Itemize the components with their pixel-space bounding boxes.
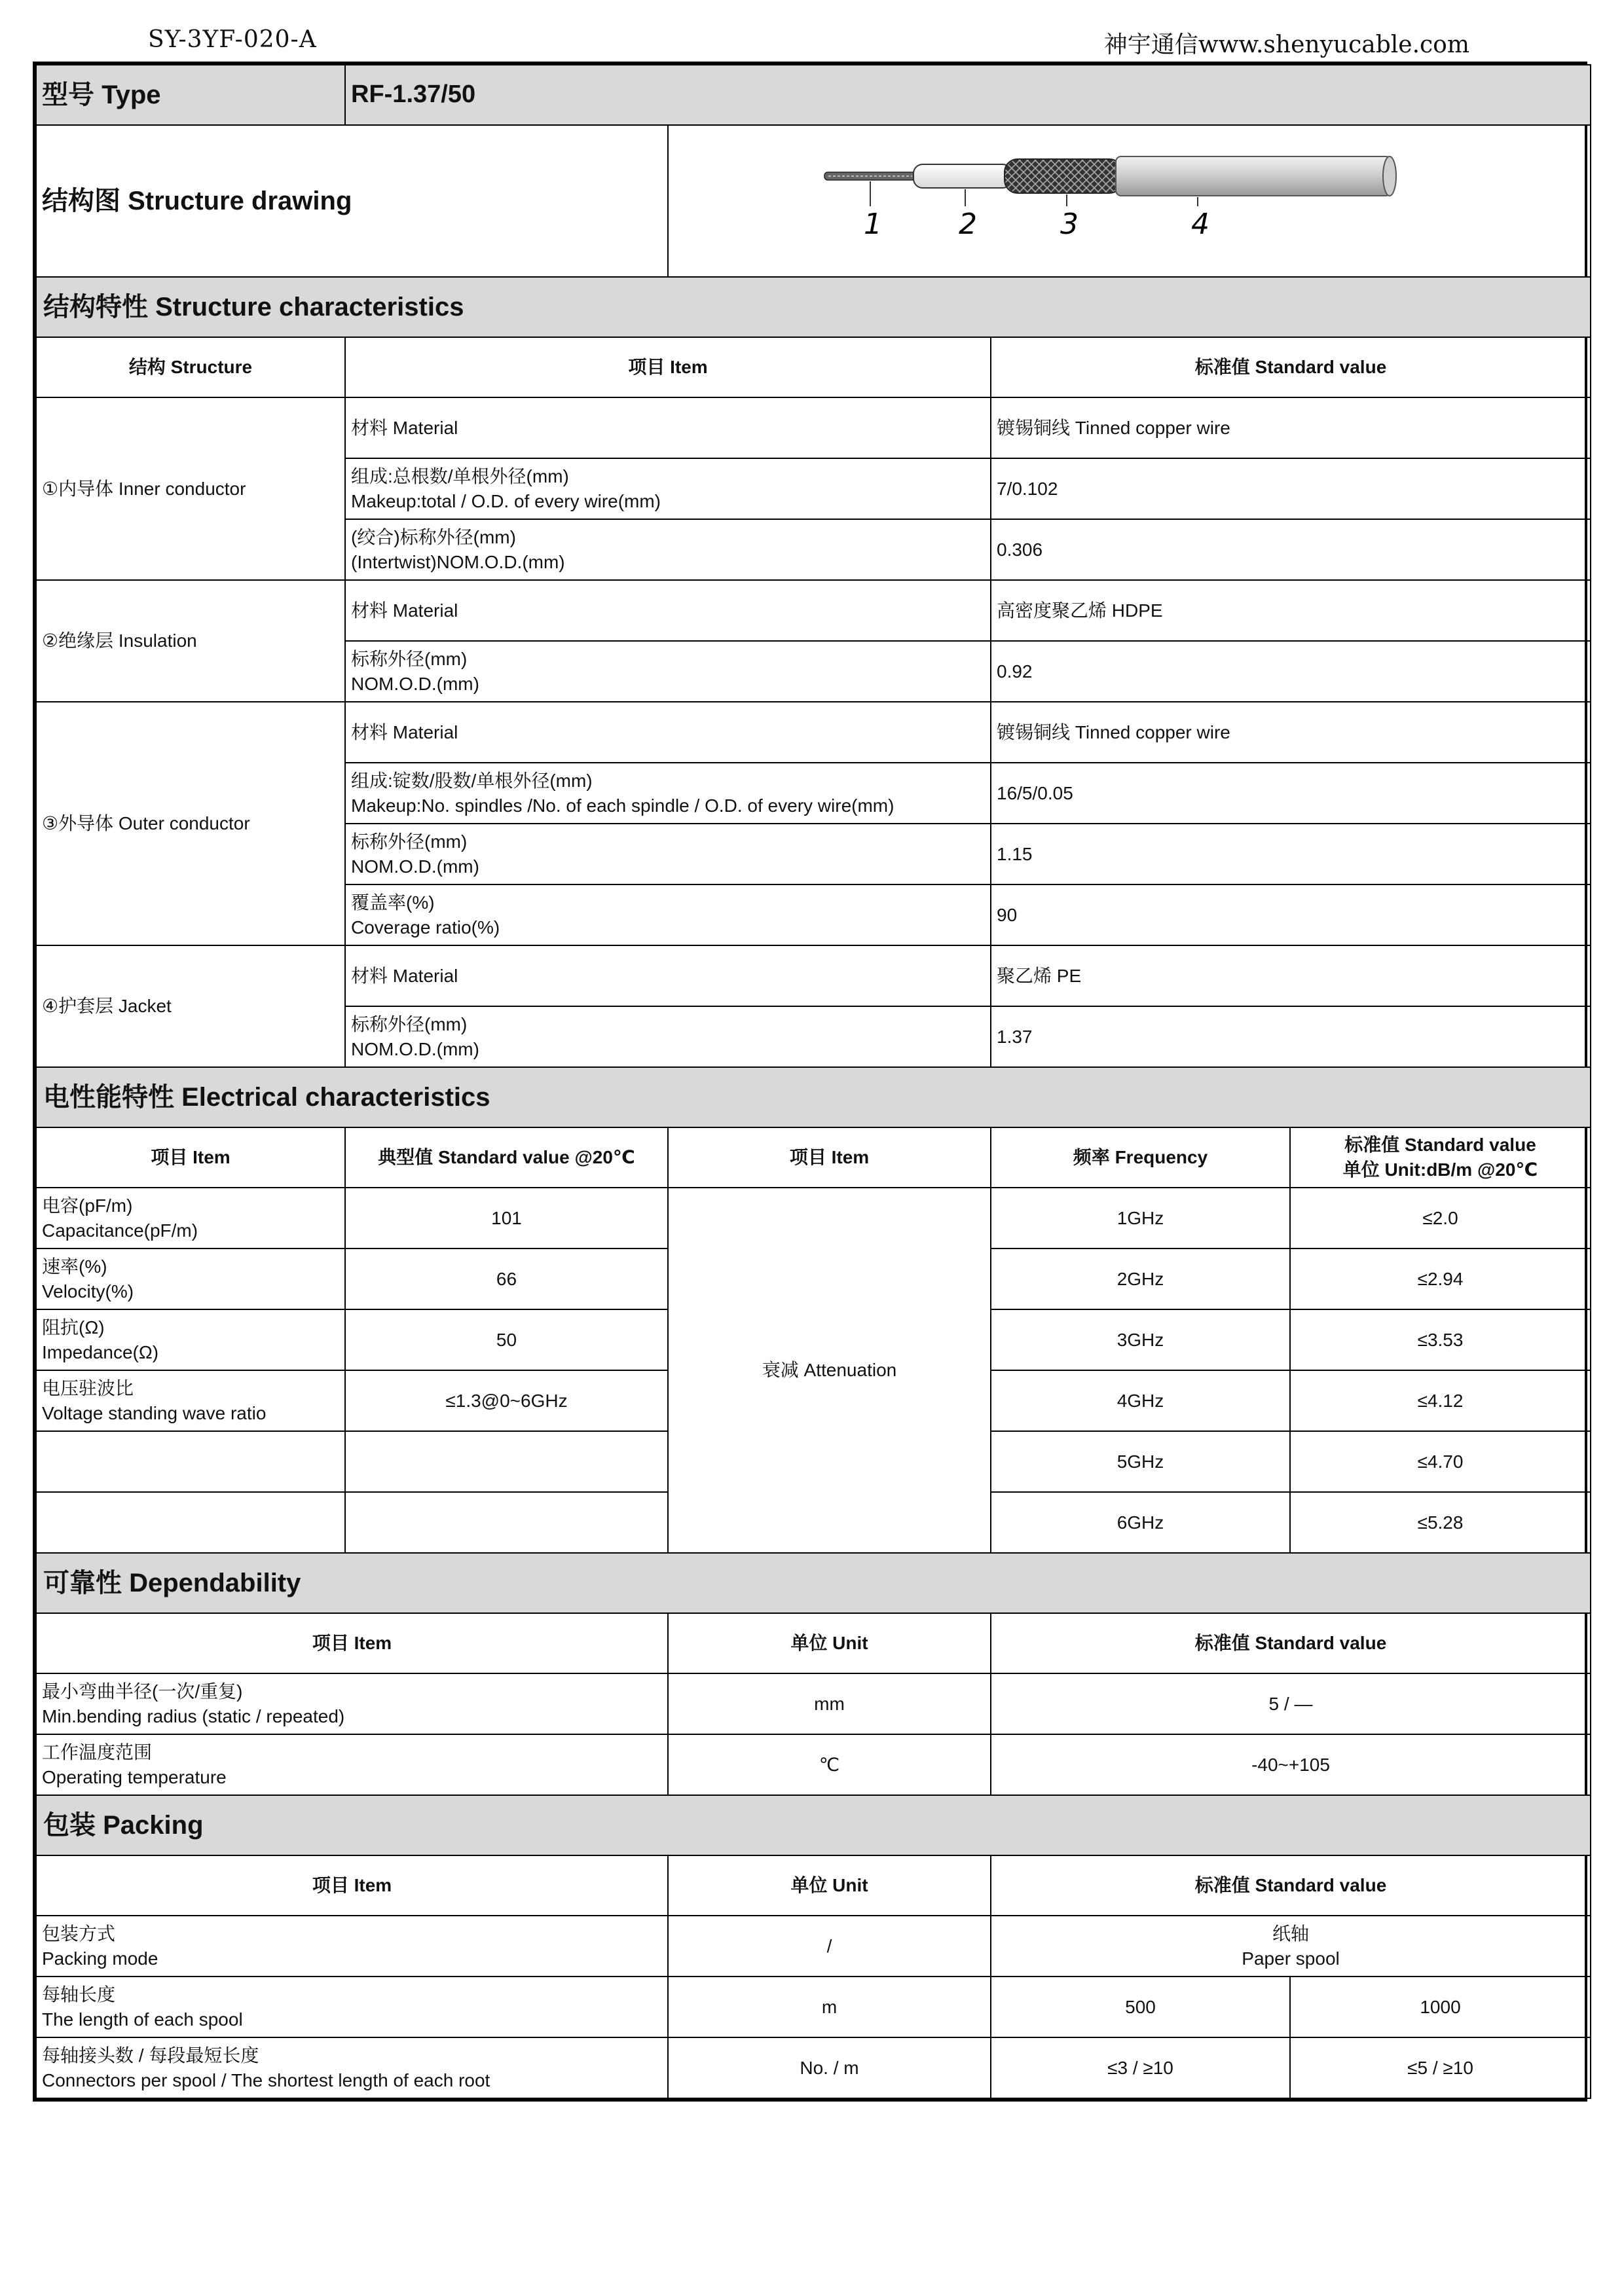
item-label-en: Packing mode	[42, 1948, 158, 1969]
group-insulation: ②绝缘层 Insulation	[36, 580, 345, 702]
param-cell	[36, 1248, 345, 1309]
company-website: 神宇通信www.shenyucable.com	[1103, 31, 1469, 58]
table-row	[36, 1673, 1591, 1734]
value-cell: 90	[991, 884, 1591, 945]
value-cell: ≤3 / ≥10	[991, 2037, 1290, 2098]
item-label-cn: 标称外径(mm)	[351, 1013, 468, 1034]
param-cell	[36, 1309, 345, 1370]
value-cell: 7/0.102	[991, 458, 1591, 519]
type-row	[36, 65, 1591, 125]
unit-cell: ℃	[668, 1734, 991, 1795]
param-en: Voltage standing wave ratio	[42, 1402, 267, 1423]
param-en: Impedance(Ω)	[42, 1341, 159, 1362]
param-cn: 电压驻波比	[42, 1377, 134, 1398]
param-cell	[36, 1431, 345, 1492]
param-cn: 速率(%)	[42, 1256, 107, 1277]
section-title: 可靠性 Dependability	[36, 1553, 1591, 1613]
group-jacket: ④护套层 Jacket	[36, 945, 345, 1067]
cable-drawing-cell	[668, 125, 1591, 277]
datasheet-table	[35, 64, 1591, 2099]
item-cell	[36, 1916, 668, 1977]
callout-2: 2	[959, 208, 977, 242]
param-cell	[36, 1492, 345, 1553]
table-row	[36, 1188, 1591, 1248]
col-unit: 单位 Unit	[668, 1855, 991, 1916]
item-label-cn: 组成:锭数/股数/单根外径(mm)	[351, 770, 593, 791]
electrical-header-row	[36, 1127, 1591, 1188]
table-row	[36, 580, 1591, 641]
param-cn: 阻抗(Ω)	[42, 1317, 105, 1338]
typical-value	[345, 1431, 668, 1492]
item-label-cn: 标称外径(mm)	[351, 648, 468, 669]
dependability-header-row	[36, 1613, 1591, 1673]
item-cell	[345, 702, 991, 763]
item-label-cn: 包装方式	[42, 1923, 116, 1944]
unit-cell: m	[668, 1977, 991, 2037]
value-cell: 5 / —	[991, 1673, 1591, 1734]
param-cell	[36, 1370, 345, 1431]
item-cell	[345, 580, 991, 641]
cable-drawing	[674, 129, 1591, 266]
attenuation-value: ≤4.70	[1290, 1431, 1591, 1492]
col-item: 项目 Item	[668, 1127, 991, 1188]
drawing-label: 结构图 Structure drawing	[36, 125, 668, 277]
frequency-cell: 5GHz	[991, 1431, 1290, 1492]
electrical-section-title	[36, 1067, 1591, 1127]
item-cell	[345, 641, 991, 702]
value-en: Paper spool	[1242, 1948, 1340, 1969]
col-item: 项目 Item	[36, 1855, 668, 1916]
item-label-cn: 覆盖率(%)	[351, 892, 435, 913]
value-cell: 500	[991, 1977, 1290, 2037]
item-cell	[345, 397, 991, 458]
table-row	[36, 702, 1591, 763]
callout-3: 3	[1060, 208, 1079, 242]
drawing-row	[36, 125, 1591, 277]
section-title: 包装 Packing	[36, 1795, 1591, 1855]
item-label-en: NOM.O.D.(mm)	[351, 856, 479, 877]
value-cell: 1.15	[991, 824, 1591, 884]
col-structure: 结构 Structure	[36, 337, 345, 397]
value-cell: 16/5/0.05	[991, 763, 1591, 824]
item-cell	[345, 824, 991, 884]
item-label: 材料 Material	[351, 600, 458, 621]
attenuation-value: ≤2.94	[1290, 1248, 1591, 1309]
attenuation-value: ≤3.53	[1290, 1309, 1591, 1370]
table-row	[36, 397, 1591, 458]
table-row	[36, 1916, 1591, 1977]
item-cell	[345, 884, 991, 945]
typical-value: 66	[345, 1248, 668, 1309]
col-standard-value: 标准值 Standard value	[991, 1855, 1591, 1916]
frequency-cell: 2GHz	[991, 1248, 1290, 1309]
table-row	[36, 2037, 1591, 2098]
frequency-cell: 4GHz	[991, 1370, 1290, 1431]
col-unit: 单位 Unit	[668, 1613, 991, 1673]
col-frequency: 频率 Frequency	[991, 1127, 1290, 1188]
item-label-cn: (绞合)标称外径(mm)	[351, 526, 516, 547]
attenuation-value: ≤4.12	[1290, 1370, 1591, 1431]
unit-cell: mm	[668, 1673, 991, 1734]
item-label-cn: 每轴长度	[42, 1984, 116, 2005]
item-label-en: Makeup:No. spindles /No. of each spindle / O.D. of every wire(mm)	[351, 795, 895, 816]
value-cell: 镀锡铜线 Tinned copper wire	[991, 397, 1591, 458]
callout-4: 4	[1191, 208, 1209, 242]
value-cell: 镀锡铜线 Tinned copper wire	[991, 702, 1591, 763]
header-line-2: 单位 Unit:dB/m @20℃	[1342, 1159, 1538, 1180]
group-outer-conductor: ③外导体 Outer conductor	[36, 702, 345, 945]
attenuation-label: 衰减 Attenuation	[668, 1188, 991, 1553]
attenuation-value: ≤2.0	[1290, 1188, 1591, 1248]
structure-header-row	[36, 337, 1591, 397]
typical-value	[345, 1492, 668, 1553]
attenuation-value: ≤5.28	[1290, 1492, 1591, 1553]
typical-value: ≤1.3@0~6GHz	[345, 1370, 668, 1431]
datasheet	[33, 62, 1587, 2102]
type-label: 型号 Type	[36, 65, 345, 125]
unit-cell: /	[668, 1916, 991, 1977]
type-value: RF-1.37/50	[345, 65, 1591, 125]
col-item: 项目 Item	[36, 1127, 345, 1188]
item-cell	[345, 763, 991, 824]
param-cell	[36, 1188, 345, 1248]
value-cell: 0.92	[991, 641, 1591, 702]
frequency-cell: 1GHz	[991, 1188, 1290, 1248]
item-cell	[345, 458, 991, 519]
param-en: Velocity(%)	[42, 1281, 134, 1302]
item-cell	[36, 1977, 668, 2037]
col-typical-value: 典型值 Standard value @20℃	[345, 1127, 668, 1188]
structure-section-title	[36, 277, 1591, 337]
jacket-shape	[1116, 156, 1396, 196]
col-standard-value: 标准值 Standard value	[991, 337, 1591, 397]
section-title: 电性能特性 Electrical characteristics	[36, 1067, 1591, 1127]
document-code: SY-3YF-020-A	[148, 26, 317, 53]
value-cell: -40~+105	[991, 1734, 1591, 1795]
value-cell: 高密度聚乙烯 HDPE	[991, 580, 1591, 641]
item-cell	[345, 519, 991, 580]
item-label-en: NOM.O.D.(mm)	[351, 1038, 479, 1059]
item-label-en: The length of each spool	[42, 2009, 243, 2030]
item-cell	[36, 1673, 668, 1734]
header-line-1: 标准值 Standard value	[1344, 1135, 1536, 1156]
item-label-en: (Intertwist)NOM.O.D.(mm)	[351, 551, 565, 572]
value-cell: 0.306	[991, 519, 1591, 580]
item-label: 材料 Material	[351, 721, 458, 742]
item-label-en: Operating temperature	[42, 1766, 227, 1787]
col-standard-value	[1290, 1127, 1591, 1188]
item-label-en: NOM.O.D.(mm)	[351, 673, 479, 694]
table-row	[36, 1977, 1591, 2037]
item-cell	[36, 1734, 668, 1795]
item-cell	[345, 945, 991, 1006]
inner-conductor-shape	[824, 172, 916, 180]
param-en: Capacitance(pF/m)	[42, 1220, 198, 1241]
item-label-cn: 每轴接头数 / 每段最短长度	[42, 2045, 259, 2066]
item-label-cn: 最小弯曲半径(一次/重复)	[42, 1681, 243, 1702]
packing-header-row	[36, 1855, 1591, 1916]
dependability-section-title	[36, 1553, 1591, 1613]
param-cn: 电容(pF/m)	[42, 1195, 133, 1216]
item-label-cn: 组成:总根数/单根外径(mm)	[351, 465, 569, 486]
item-label-en: Coverage ratio(%)	[351, 917, 500, 938]
item-label: 材料 Material	[351, 417, 458, 438]
value-cell: 1000	[1290, 1977, 1591, 2037]
item-cell	[345, 1006, 991, 1067]
item-label: 材料 Material	[351, 965, 458, 986]
callout-1: 1	[864, 208, 882, 242]
value-cell: 聚乙烯 PE	[991, 945, 1591, 1006]
value-cell: ≤5 / ≥10	[1290, 2037, 1591, 2098]
item-label-cn: 标称外径(mm)	[351, 831, 468, 852]
frequency-cell: 3GHz	[991, 1309, 1290, 1370]
table-row	[36, 1734, 1591, 1795]
col-item: 项目 Item	[345, 337, 991, 397]
col-standard-value: 标准值 Standard value	[991, 1613, 1591, 1673]
group-inner-conductor: ①内导体 Inner conductor	[36, 397, 345, 580]
packing-section-title	[36, 1795, 1591, 1855]
typical-value: 50	[345, 1309, 668, 1370]
item-label-en: Min.bending radius (static / repeated)	[42, 1705, 345, 1726]
unit-cell: No. / m	[668, 2037, 991, 2098]
section-title: 结构特性 Structure characteristics	[36, 277, 1591, 337]
item-label-cn: 工作温度范围	[42, 1741, 153, 1762]
col-item: 项目 Item	[36, 1613, 668, 1673]
value-cn: 纸轴	[1272, 1923, 1310, 1944]
item-label-en: Connectors per spool / The shortest length of each root	[42, 2069, 490, 2090]
value-cell: 1.37	[991, 1006, 1591, 1067]
table-row	[36, 945, 1591, 1006]
outer-conductor-shape	[1005, 159, 1122, 193]
frequency-cell: 6GHz	[991, 1492, 1290, 1553]
item-cell	[36, 2037, 668, 2098]
typical-value: 101	[345, 1188, 668, 1248]
insulation-shape	[913, 164, 1012, 188]
item-label-en: Makeup:total / O.D. of every wire(mm)	[351, 490, 661, 511]
value-cell	[991, 1916, 1591, 1977]
